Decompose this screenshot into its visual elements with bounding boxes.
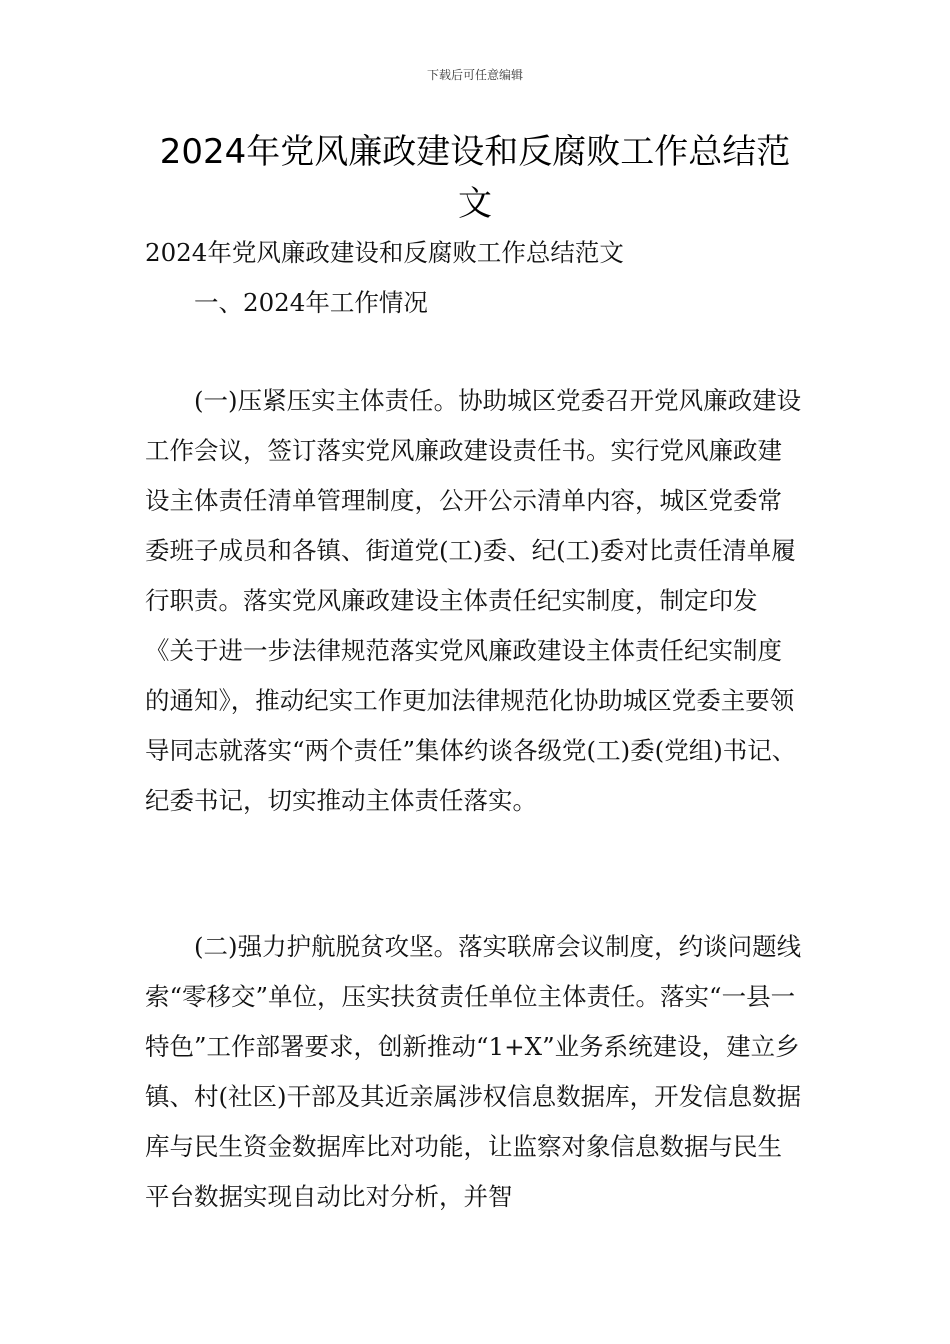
header-note: 下载后可任意编辑	[426, 68, 523, 82]
document-title: 2024年党风廉政建设和反腐败工作总结范文	[159, 132, 791, 224]
paragraph-2: (二)强力护航脱贫攻坚。落实联席会议制度，约谈问题线索“零移交”单位，压实扶贫责任单位主体责任。落实“一县一特色”工作部署要求，创新推动“1+X”业务系统建设，建立乡镇、村(社区)干部及其近亲属涉权信息数据库，开发信息数据库与民生资金数据库比对功能，让监察对象信息数据与民生平台数据实现自动比对分析，并智	[145, 932, 802, 1211]
section-heading: 一、2024年工作情况	[194, 288, 428, 317]
document-subtitle: 2024年党风廉政建设和反腐败工作总结范文	[145, 238, 624, 267]
paragraph-1: (一)压紧压实主体责任。协助城区党委召开党风廉政建设工作会议，签订落实党风廉政建设责任书。实行党风廉政建设主体责任清单管理制度，公开公示清单内容，城区党委常委班子成员和各镇、街道党(工)委、纪(工)委对比责任清单履行职责。落实党风廉政建设主体责任纪实制度，制定印发《关于进一步法律规范落实党风廉政建设主体责任纪实制度的通知》，推动纪实工作更加法律规范化协助城区党委主要领导同志就落实“两个责任”集体约谈各级党(工)委(党组)书记、纪委书记，切实推动主体责任落实。	[145, 386, 802, 815]
